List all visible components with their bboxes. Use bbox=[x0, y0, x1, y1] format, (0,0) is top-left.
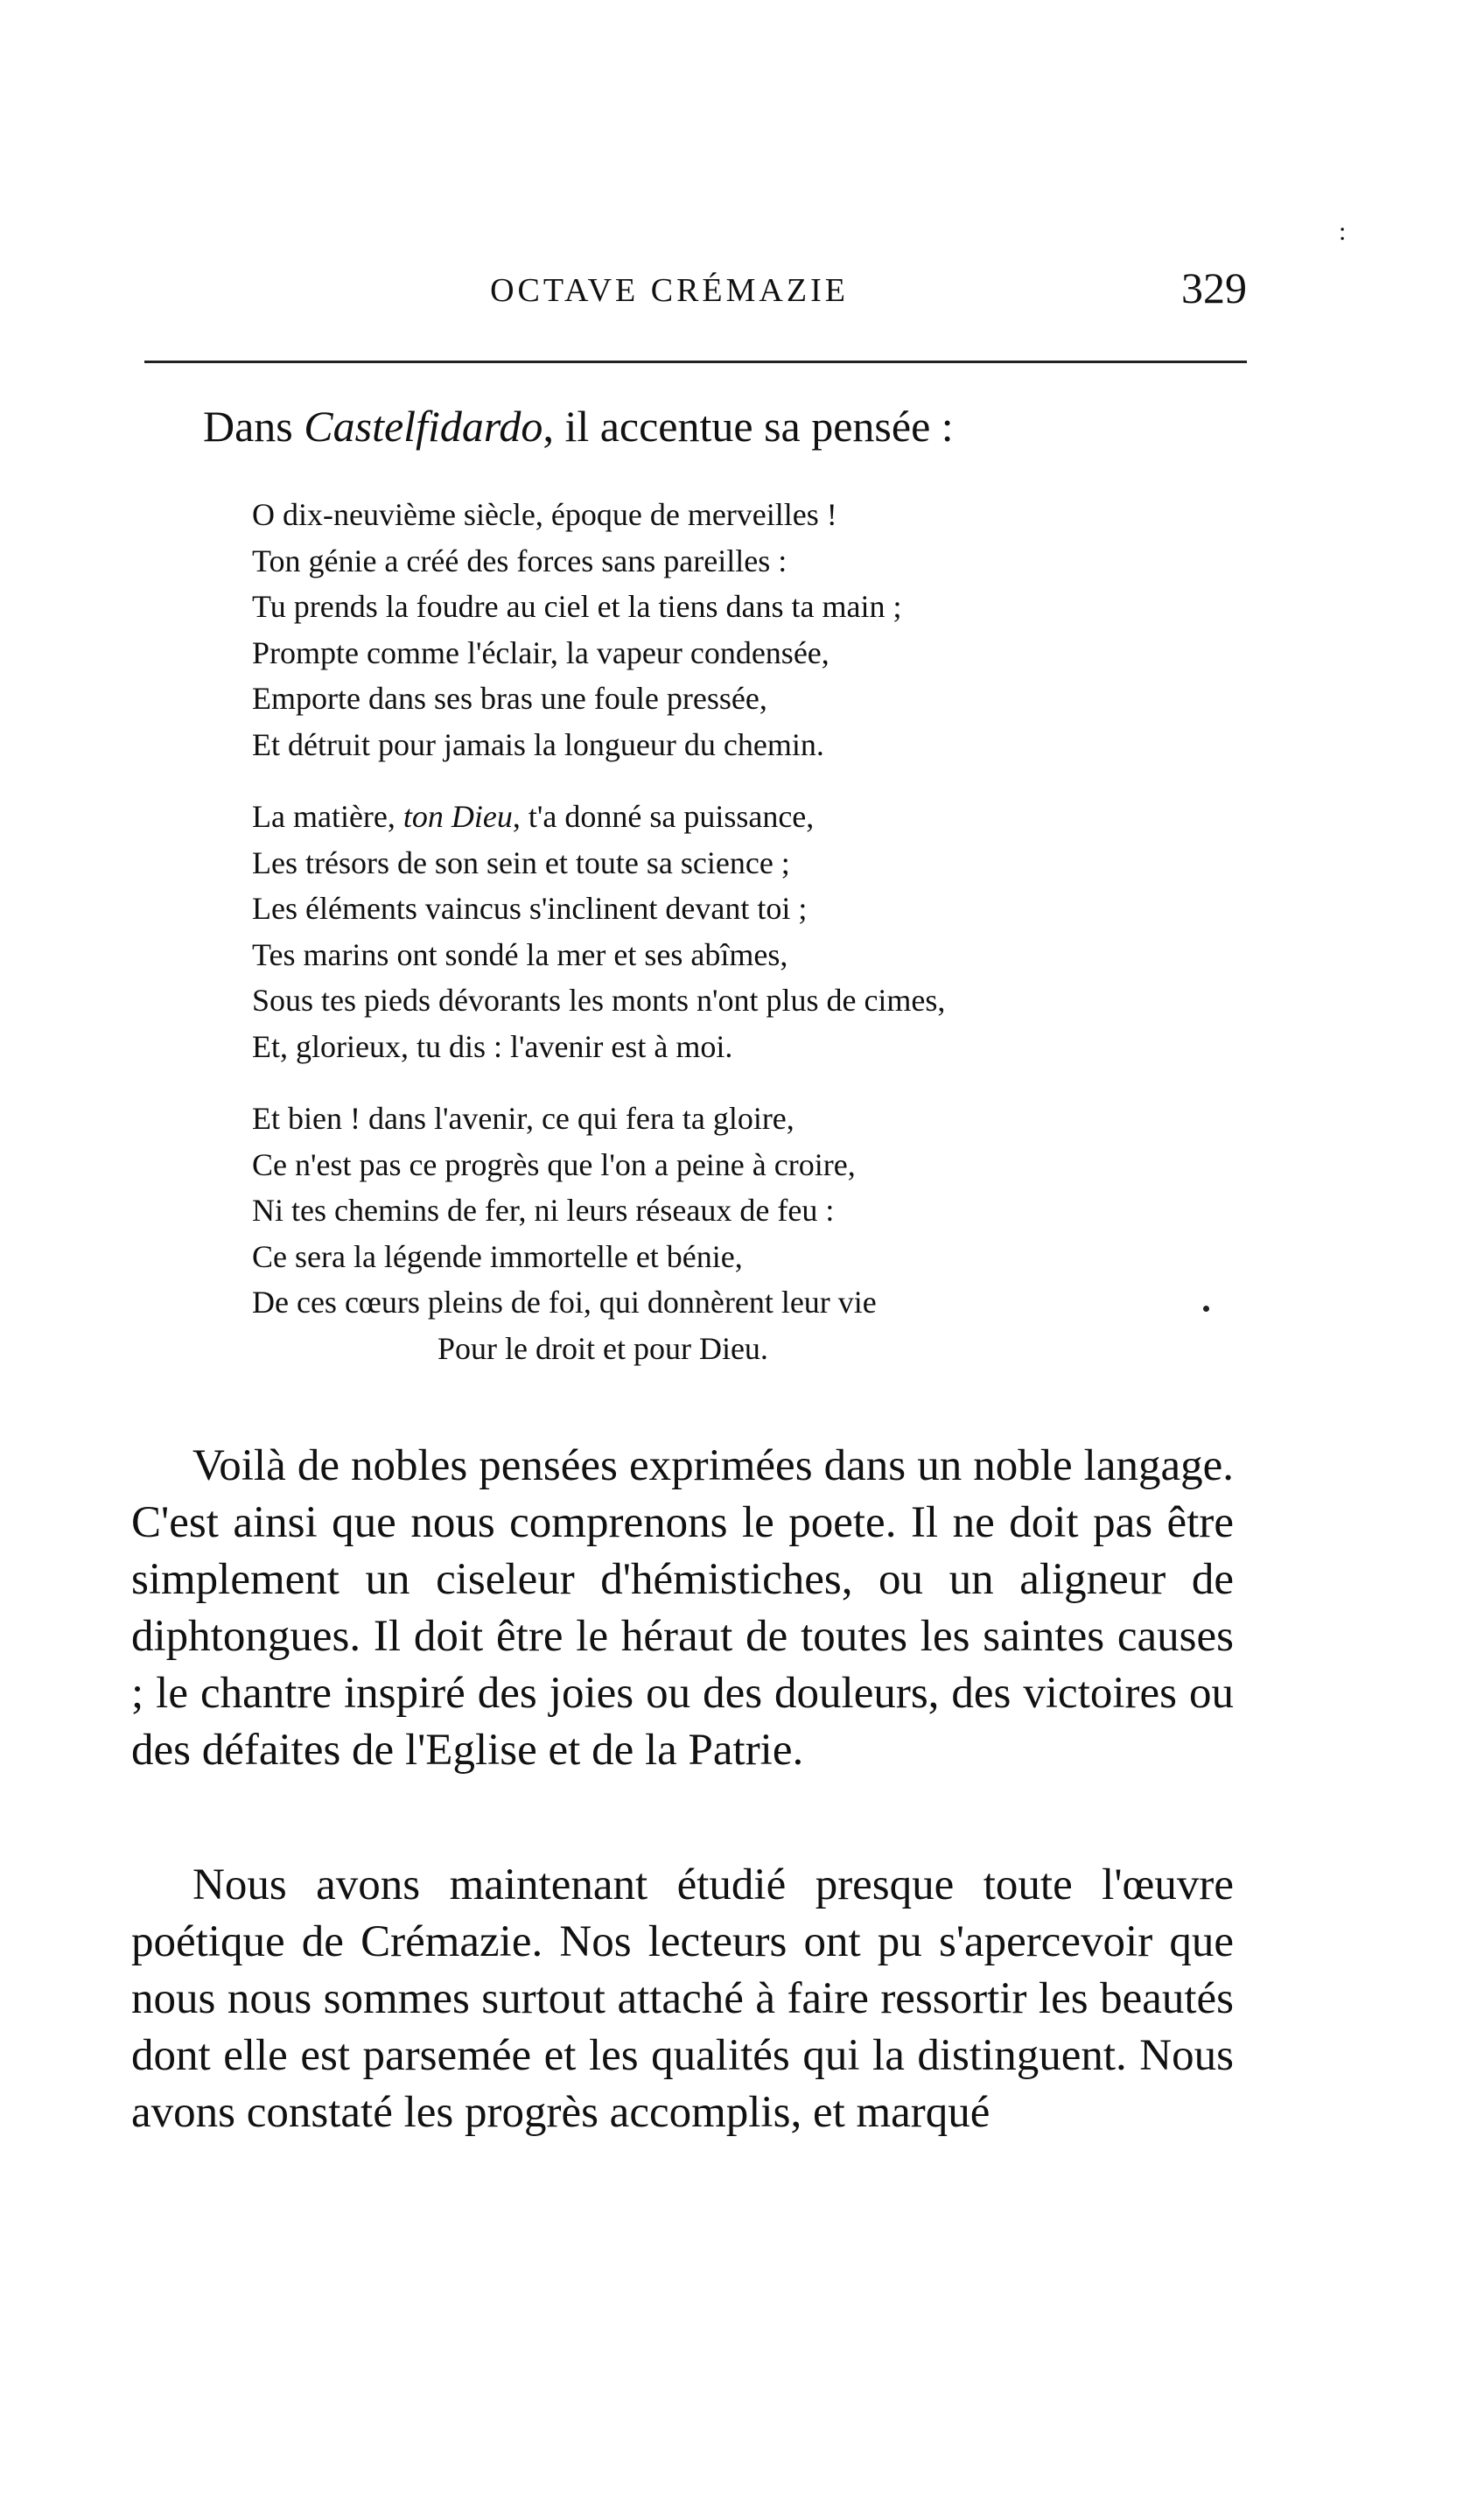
verse-line: Sous tes pieds dévorants les monts n'ont plus de cimes, bbox=[252, 983, 946, 1018]
verse-line bbox=[252, 794, 1223, 840]
intro-before: Dans bbox=[203, 402, 304, 451]
intro-after: , il accentue sa pensée : bbox=[542, 402, 954, 451]
verse-line: Ce sera la légende immortelle et bénie, bbox=[252, 1238, 743, 1274]
header-rule bbox=[144, 361, 1247, 363]
verse-line: Tes marins ont sondé la mer et ses abîmes, bbox=[252, 936, 788, 972]
running-title: OCTAVE CRÉMAZIE bbox=[490, 272, 849, 309]
paragraph-1 bbox=[131, 1438, 1234, 1779]
verse-line: O dix-neuvième siècle, époque de merveilles ! bbox=[252, 497, 837, 532]
paragraph-text: Nous avons maintenant étudié presque toute l'œuvre poétique de Crémazie. Nos lecteurs ont pu s'apercevoir que nous nous sommes surtout attaché à faire ressortir les beautés dont elle est parsemée et les qualités qui la distinguent. Nous avons constaté les progrès accomplis, et marqué bbox=[131, 1860, 1234, 2137]
verse-line: Et, glorieux, tu dis : l'avenir est à moi. bbox=[252, 1028, 733, 1064]
page-number: 329 bbox=[1181, 263, 1247, 312]
verse-line: Tu prends la foudre au ciel et la tiens dans ta main ; bbox=[252, 589, 902, 624]
margin-mark: : bbox=[1339, 217, 1347, 246]
stanza-2 bbox=[252, 794, 1223, 1069]
stray-ink-dot bbox=[1203, 1306, 1209, 1312]
verse-line: Prompte comme l'éclair, la vapeur condensée, bbox=[252, 634, 830, 670]
verse-line: Et détruit pour jamais la longueur du chemin. bbox=[252, 726, 824, 762]
intro-line bbox=[203, 402, 954, 451]
verse-line: Les trésors de son sein et toute sa science ; bbox=[252, 844, 790, 880]
verse-line: Ni tes chemins de fer, ni leurs réseaux de feu : bbox=[252, 1193, 835, 1228]
poem bbox=[252, 492, 1223, 1398]
verse-line-final: Pour le droit et pour Dieu. bbox=[438, 1330, 768, 1366]
page-header bbox=[144, 263, 1247, 333]
stanza-3 bbox=[252, 1096, 1223, 1371]
verse-line: Ton génie a créé des forces sans pareilles : bbox=[252, 543, 788, 578]
poem-title: Castelfidardo bbox=[304, 402, 543, 451]
paragraph-2 bbox=[131, 1857, 1234, 2141]
verse-italic: ton Dieu bbox=[402, 799, 513, 834]
verse-line: Emporte dans ses bras une foule pressée, bbox=[252, 681, 767, 716]
verse-segment: , t'a donné sa puissance, bbox=[512, 799, 815, 834]
verse-line: De ces cœurs pleins de foi, qui donnèrent leur vie bbox=[252, 1285, 877, 1320]
verse-line: Et bien ! dans l'avenir, ce qui fera ta gloire, bbox=[252, 1101, 794, 1136]
paragraph-text: Voilà de nobles pensées exprimées dans un noble langage. C'est ainsi que nous comprenons le poete. Il ne doit pas être simplement un ciseleur d'hémistiches, ou un aligneur de diphtongues. Il doit être le héraut de toutes les saintes causes ; le chantre inspiré des joies ou des douleurs, des victoires ou des défaites de l'Eglise et de la Patrie. bbox=[131, 1441, 1234, 1775]
stanza-1 bbox=[252, 492, 1223, 767]
verse-line: Ce n'est pas ce progrès que l'on a peine à croire, bbox=[252, 1146, 856, 1182]
verse-line: Les éléments vaincus s'inclinent devant toi ; bbox=[252, 891, 808, 926]
verse-segment: La matière, bbox=[252, 799, 403, 834]
